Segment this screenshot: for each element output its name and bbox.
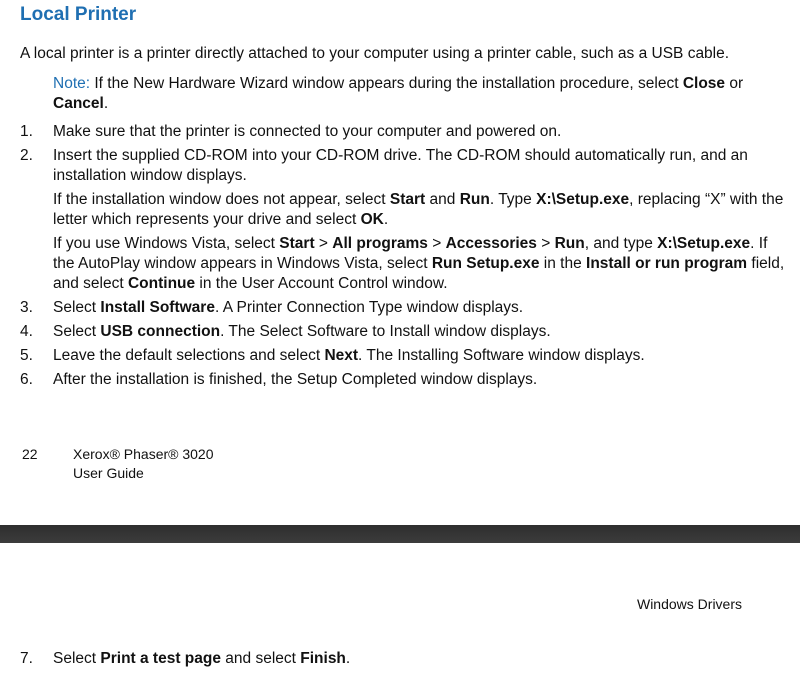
- step-1: [0, 122, 800, 142]
- step-4: [0, 322, 800, 342]
- step-number: 3.: [20, 299, 33, 316]
- step-2: [0, 146, 800, 294]
- step-number: 7.: [20, 650, 33, 667]
- step-number: 4.: [20, 323, 33, 340]
- footer-guide: User Guide: [73, 465, 144, 481]
- step-text: Select USB connection. The Select Software to Install window displays.: [53, 323, 551, 340]
- step-number: 2.: [20, 147, 33, 164]
- step-text: Select Print a test page and select Finish.: [53, 650, 351, 667]
- step-7: [0, 649, 800, 669]
- footer-product: Xerox® Phaser® 3020: [73, 446, 214, 462]
- step-number: 5.: [20, 347, 33, 364]
- page-number: 22: [22, 446, 38, 462]
- step-text: Insert the supplied CD-ROM into your CD-ROM drive. The CD-ROM should automatically run, and an installation window displays.: [53, 147, 748, 184]
- step-text: Select Install Software. A Printer Connection Type window displays.: [53, 299, 524, 316]
- steps-list: [0, 122, 800, 394]
- step-text: After the installation is finished, the Setup Completed window displays.: [53, 371, 538, 388]
- step-number: 6.: [20, 371, 33, 388]
- step-text: Make sure that the printer is connected to your computer and powered on.: [53, 123, 562, 140]
- intro-paragraph: A local printer is a printer directly attached to your computer using a printer cable, such as a USB cable.: [20, 45, 730, 62]
- note: Note: If the New Hardware Wizard window appears during the installation procedure, select Close or Cancel.: [53, 75, 744, 112]
- step-5: [0, 346, 800, 366]
- step-3: [0, 298, 800, 318]
- footer-book-title: [73, 445, 214, 483]
- step-text: Leave the default selections and select Next. The Installing Software window displays.: [53, 347, 645, 364]
- page-23: [0, 543, 800, 680]
- step-number: 1.: [20, 123, 33, 140]
- step-2-manual-run: If the installation window does not appear, select Start and Run. Type X:\Setup.exe, replacing “X” with the letter which represents your drive and select OK.: [53, 191, 784, 228]
- page-separator: [0, 525, 800, 543]
- step-2-vista: If you use Windows Vista, select Start > All programs > Accessories > Run, and type X:\Setup.exe. If the AutoPlay window appears in Windows Vista, select Run Setup.exe in the Install or run program field, and select Continue in the User Account Control window.: [53, 235, 785, 292]
- note-label: Note:: [53, 75, 91, 92]
- section-title: Local Printer: [20, 4, 137, 25]
- step-6: [0, 370, 800, 390]
- running-header: Windows Drivers: [636, 596, 742, 612]
